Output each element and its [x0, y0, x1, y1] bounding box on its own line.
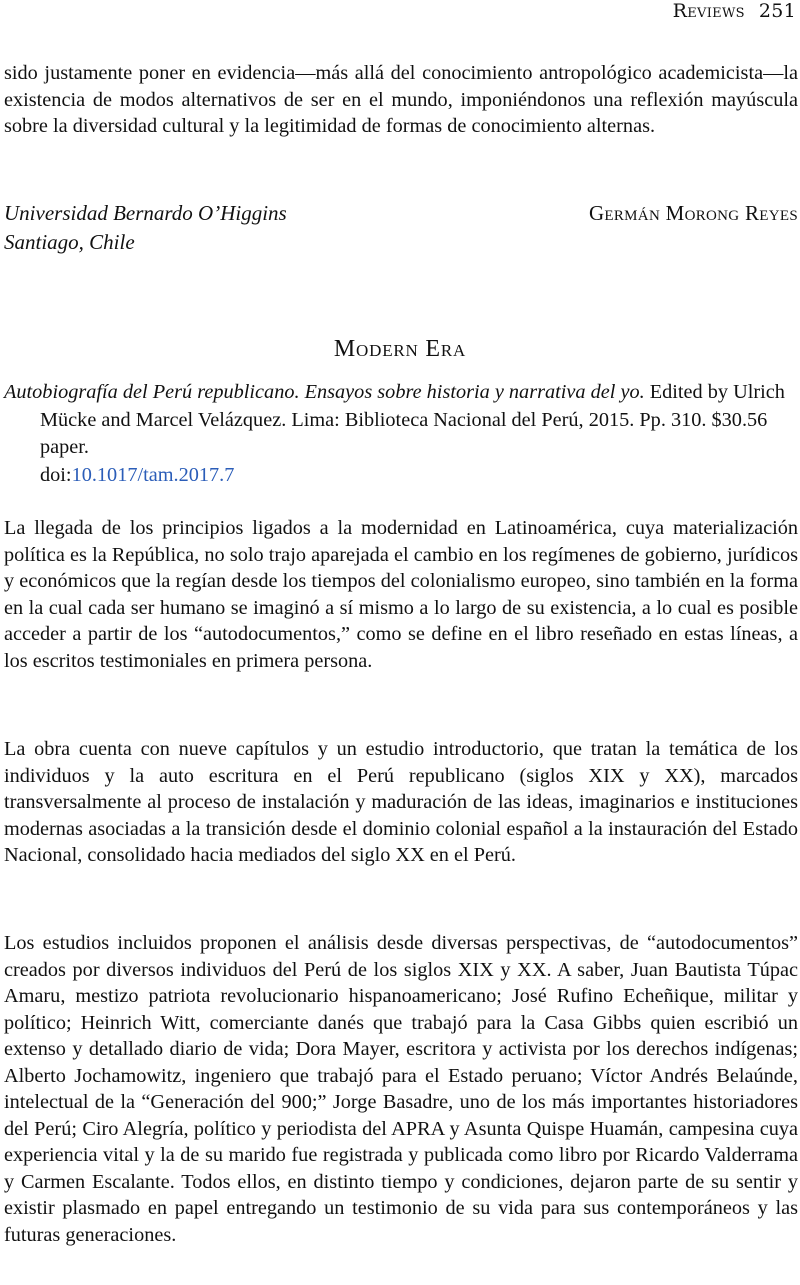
reviewer-institution: Universidad Bernardo O’Higgins	[4, 201, 287, 225]
review-paragraph-3: Los estudios incluidos proponen el análisis desde diversas perspectivas, de “autodocumentos” creados por diversos individuos del Perú de los siglos XIX y XX. A saber, Juan Bautista Túpac Amaru, mestizo patriota revolucionario hispanoamericano; José Rufino Echeñique, militar y político; Heinrich Witt, comerciante danés que trabajó para la Casa Gibbs quien escribió un extenso y detallado diario de vida; Dora Mayer, escritora y activista por los derechos indígenas; Alberto Jochamowitz, ingeniero que trabajó para el Estado peruano; Víctor Andrés Belaúnde, intelectual de la “Generación del 900;” Jorge Basadre, uno de los más importantes historiadores del Perú; Ciro Alegría, político y periodista del APRA y Asunta Quispe Huamán, campesina cuya experiencia vital y la de su marido fue registrada y publicada como libro por Ricardo Valderrama y Carmen Escalante. Todos ellos, en distinto tiempo y condiciones, dejaron parte de su sentir y existir plasmado en papel entregando un testimonio de su vida para sus contemporáneos y las futuras generaciones.	[4, 932, 798, 1246]
running-head	[673, 0, 796, 22]
doi-line	[40, 462, 798, 490]
section-heading: Modern Era	[333, 336, 467, 362]
doi-prefix: doi:	[40, 463, 72, 486]
review-paragraph-2: La obra cuenta con nueve capítulos y un estudio introductorio, que tratan la temática de los individuos y la auto escritura en el Perú republicano (siglos XIX y XX), marcados transversalmente al proceso de instalación y maduración de las ideas, imaginarios e instituciones modernas asociadas a la transición desde el dominio colonial español a la instauración del Estado Nacional, consolidado hacia mediados del siglo XX en el Perú.	[4, 738, 798, 866]
doi-link[interactable]: 10.1017/tam.2017.7	[71, 463, 235, 486]
review-paragraph-1: La llegada de los principios ligados a la modernidad en Latinoamérica, cuya materialización política es la República, no solo trajo aparejada el cambio en los regímenes de gobierno, jurídicos y económicos que la regían desde los tiempos del colonialismo europeo, sino también en la forma en la cual cada ser humano se imaginó a sí mismo a lo largo de su existencia, a lo cual es posible acceder a partir de los “autodocumentos,” como se define en el libro reseñado en estas líneas, a los escritos testimoniales en primera persona.	[4, 517, 798, 672]
continuation-paragraph: sido justamente poner en evidencia—más allá del conocimiento antropológico academicista—la existencia de modos alternativos de ser en el mundo, imponiéndonos una reflexión mayúscula sobre la diversidad cultural y la legitimidad de formas de conocimiento alternas.	[4, 62, 798, 137]
page-number: 251	[758, 0, 796, 22]
running-head-title: Reviews	[672, 0, 745, 22]
book-details: Edited by Ulrich Mücke and Marcel Velázquez. Lima: Biblioteca Nacional del Perú, 2015. Pp. 310. $30.56 paper.	[40, 381, 785, 458]
book-title: Autobiografía del Perú republicano. Ensayos sobre historia y narrativa del yo.	[4, 381, 645, 403]
reviewer-city: Santiago, Chile	[4, 230, 135, 254]
book-citation	[4, 379, 798, 489]
reviewer-name: Germán Morong Reyes	[588, 201, 798, 225]
reviewer-signature	[4, 199, 798, 257]
